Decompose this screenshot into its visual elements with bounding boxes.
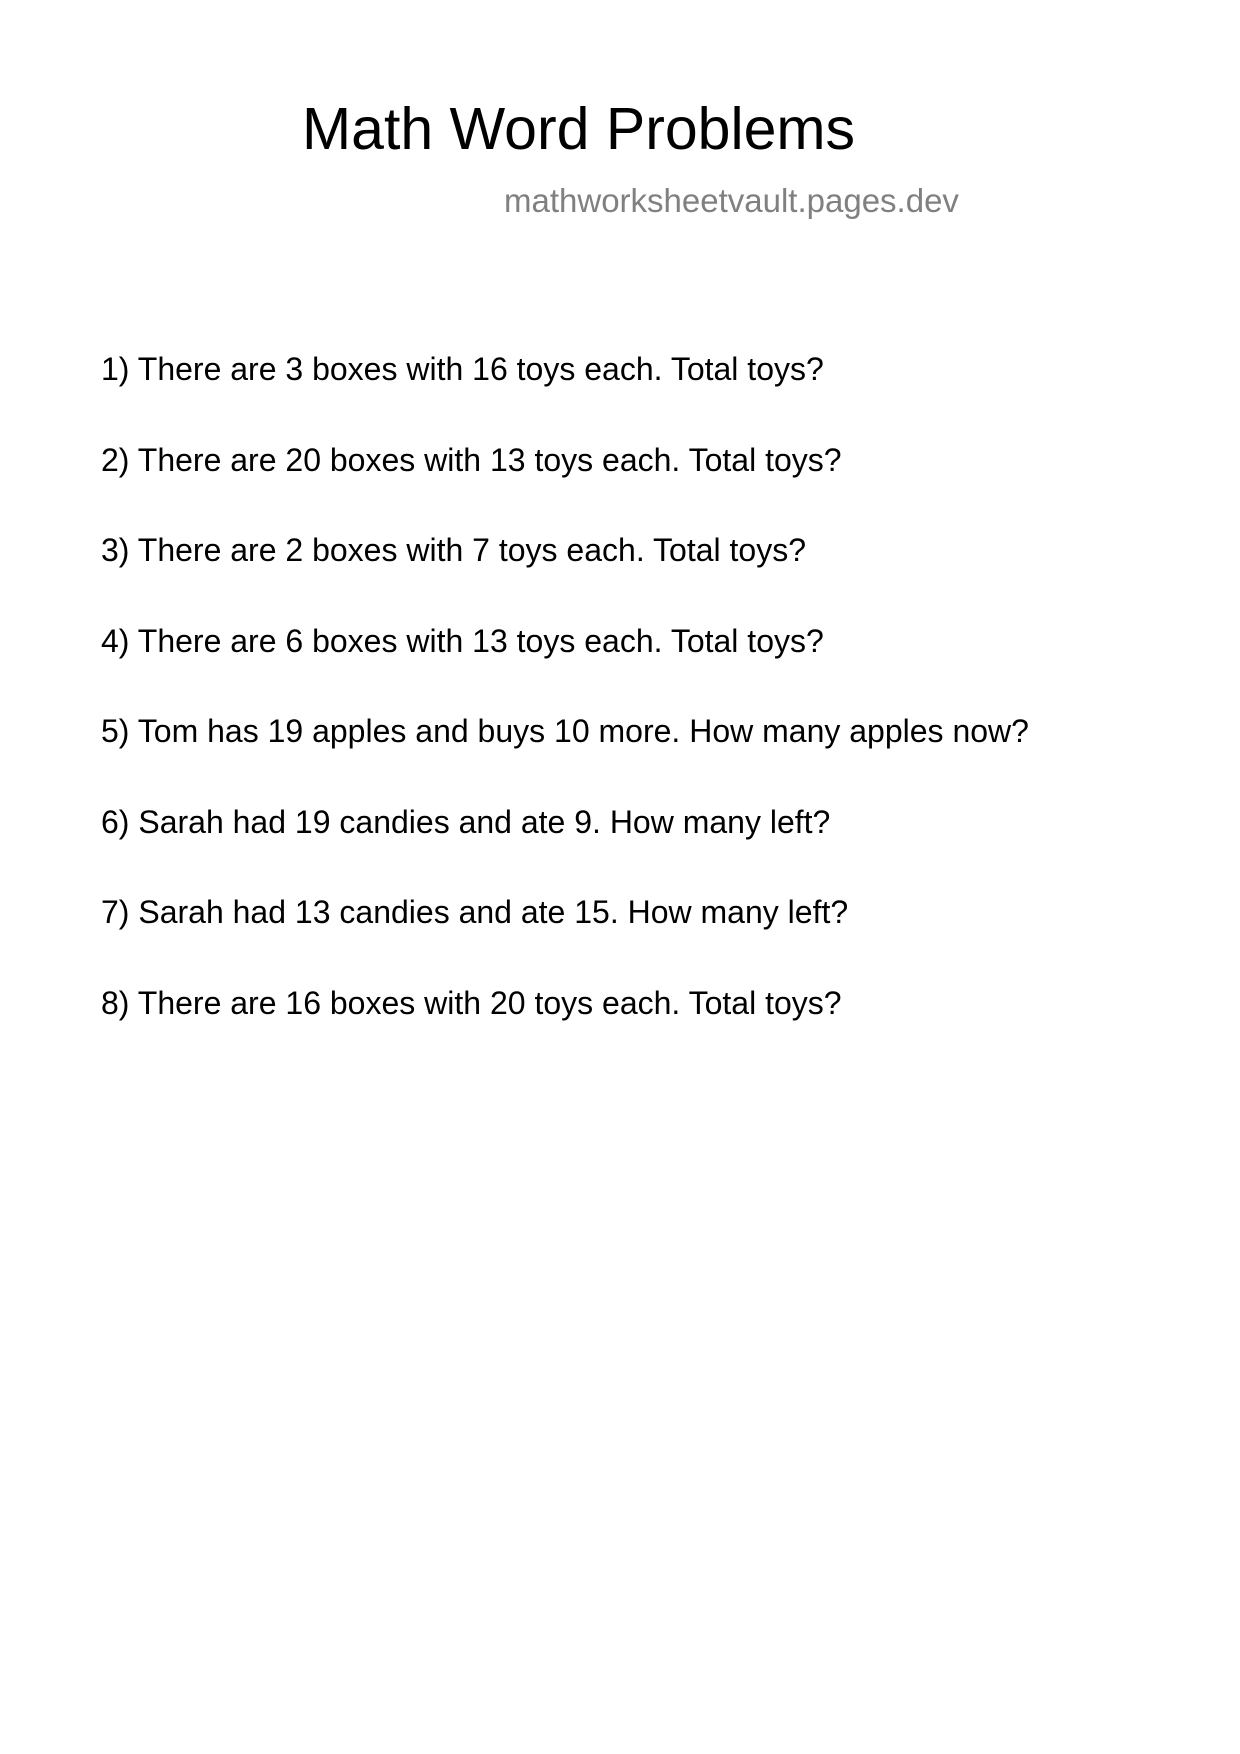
problem-6: 6) Sarah had 19 candies and ate 9. How many left?: [101, 803, 831, 840]
problem-5: 5) Tom has 19 apples and buys 10 more. How many apples now?: [101, 713, 1029, 749]
problem-1: 1) There are 3 boxes with 16 toys each. Total toys?: [101, 351, 824, 387]
worksheet-title: Math Word Problems: [302, 96, 856, 162]
problem-list: [101, 350, 1029, 1074]
site-url: mathworksheetvault.pages.dev: [504, 182, 959, 219]
problem-2: 2) There are 20 boxes with 13 toys each. Total toys?: [101, 441, 842, 478]
problem-4: 4) There are 6 boxes with 13 toys each. Total toys?: [101, 622, 824, 659]
problem-7: 7) Sarah had 13 candies and ate 15. How many left?: [101, 894, 849, 930]
problem-8: 8) There are 16 boxes with 20 toys each. Total toys?: [101, 984, 842, 1021]
problem-3: 3) There are 2 boxes with 7 toys each. Total toys?: [101, 532, 806, 568]
